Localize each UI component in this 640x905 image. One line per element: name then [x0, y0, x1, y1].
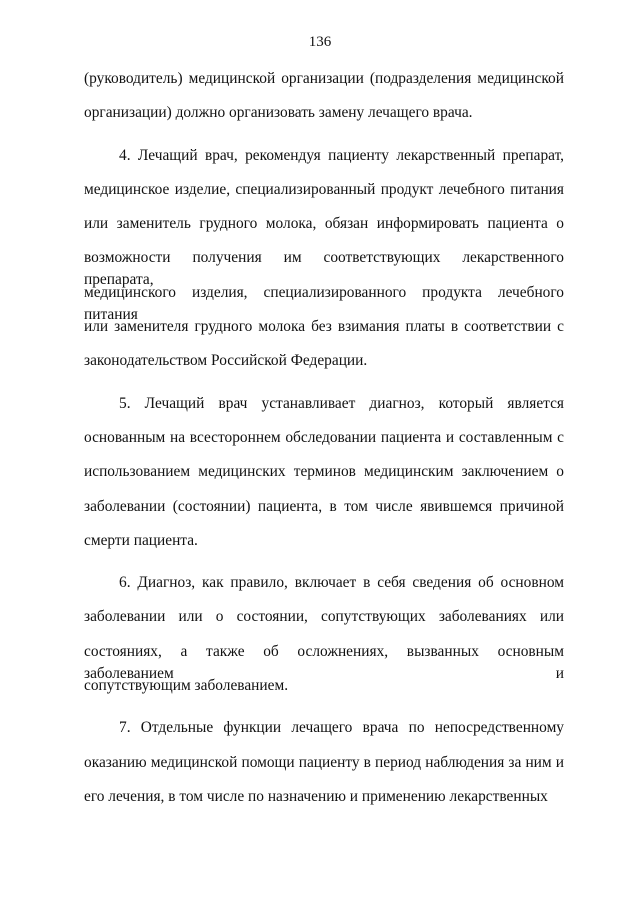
text-line: оказанию медицинской помощи пациенту в период наблюдения за ним и — [84, 753, 564, 771]
text-line: медицинское изделие, специализированный продукт лечебного питания — [84, 180, 564, 198]
text-line: 4. Лечащий врач, рекомендуя пациенту лекарственный препарат, — [119, 146, 564, 164]
text-line: медицинского изделия, специализированного продукта лечебного питания — [84, 283, 564, 323]
text-line: 5. Лечащий врач устанавливает диагноз, который является — [119, 394, 564, 412]
text-line: (руководитель) медицинской организации (подразделения медицинской — [84, 70, 564, 87]
text-line: использованием медицинских терминов медицинским заключением о — [84, 463, 564, 481]
paragraph-gap — [84, 137, 564, 145]
text-line: или заменитель грудного молока, обязан информировать пациента о — [84, 215, 564, 233]
text-line: заболевании (состоянии) пациента, в том числе явившемся причиной — [84, 497, 564, 515]
text-line: 6. Диагноз, как правило, включает в себя сведения об основном — [119, 574, 564, 592]
paragraph-p-4 — [84, 145, 564, 385]
paragraph-p-5 — [84, 393, 564, 564]
paragraph-p-6 — [84, 572, 564, 709]
text-line: основанным на всестороннем обследовании пациента и составленным с — [84, 428, 564, 446]
text-line: состояниях, а также об осложнениях, вызванных основным заболеванием и — [84, 642, 564, 682]
text-line: или заменителя грудного молока без взимания платы в соответствии с — [84, 318, 564, 336]
paragraph-gap — [84, 564, 564, 572]
text-line: сопутствующим заболеванием. — [84, 677, 289, 695]
text-line: законодательством Российской Федерации. — [84, 352, 368, 370]
text-line: его лечения, в том числе по назначению и применению лекарственных — [84, 787, 548, 805]
text-line: возможности получения им соответствующих лекарственного препарата, — [84, 249, 564, 289]
text-line: заболевании или о состоянии, сопутствующих заболеваниях или — [84, 608, 564, 626]
paragraph-p-7 — [84, 717, 564, 820]
paragraph-gap — [84, 709, 564, 717]
text-line: организации) должно организовать замену лечащего врача. — [84, 104, 473, 122]
paragraph-p-continuation — [84, 68, 564, 137]
text-line: 7. Отдельные функции лечащего врача по непосредственному — [119, 719, 564, 737]
paragraph-gap — [84, 385, 564, 393]
text-line: смерти пациента. — [84, 531, 198, 549]
document-body — [84, 68, 564, 820]
page-number: 136 — [308, 34, 332, 50]
